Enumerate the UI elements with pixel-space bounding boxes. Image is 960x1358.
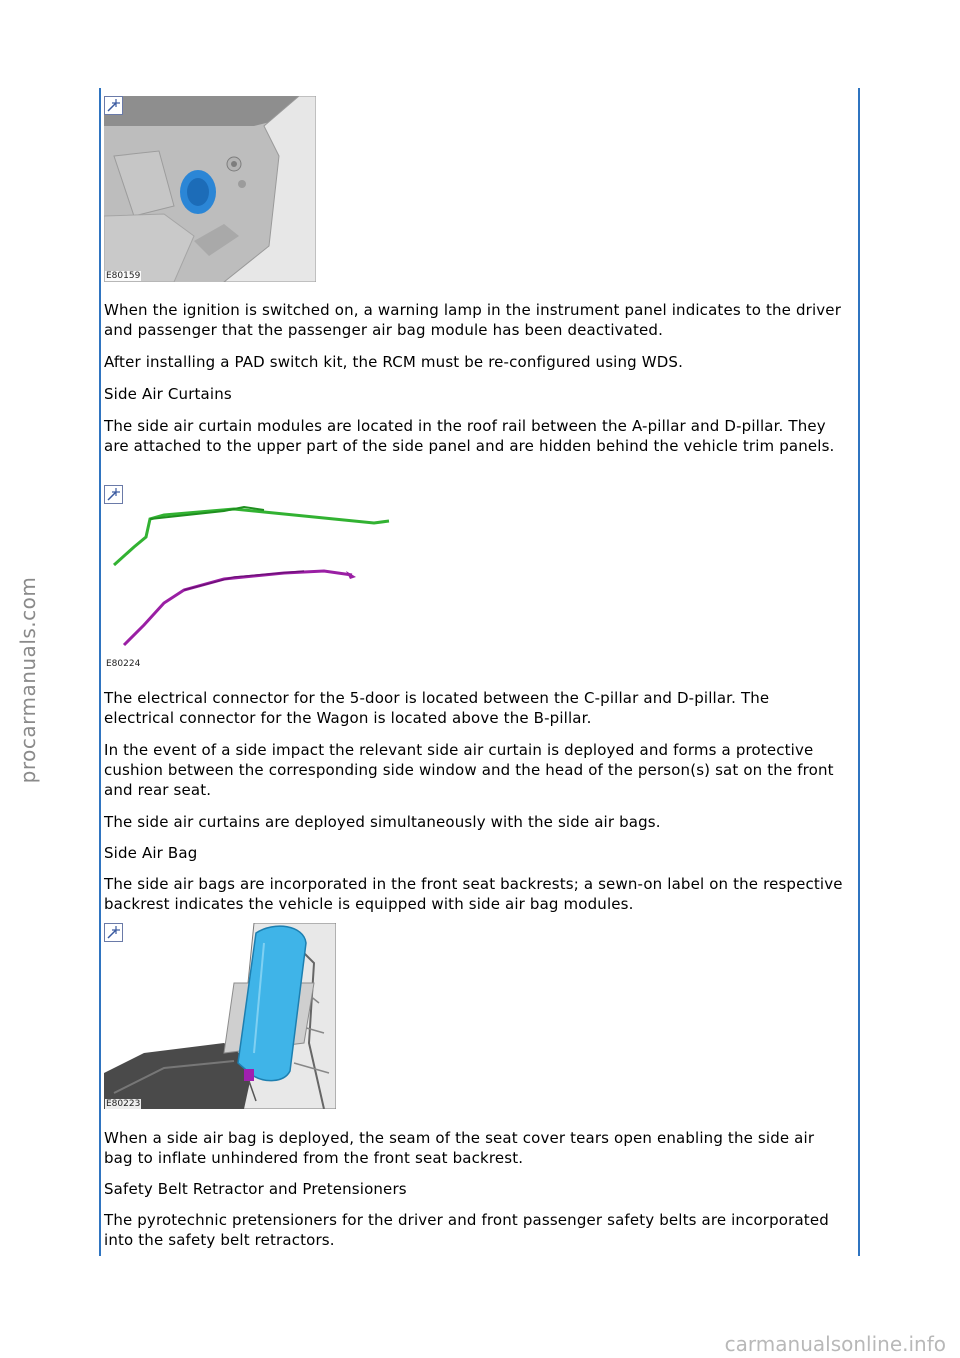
paragraph: The side air bags are incorporated in the front seat backrests; a sewn-on label on the respective backrest indicates the vehicle is equipped with side air bag modules.	[104, 875, 843, 913]
left-margin-rule	[99, 88, 101, 1256]
figure-pad-switch	[104, 96, 316, 282]
paragraph: The electrical connector for the 5-door is located between the C-pillar and D-pillar. The electrical connector for the Wagon is located above the B-pillar.	[104, 689, 770, 727]
figure-label: E80159	[106, 271, 141, 281]
section-heading: Side Air Curtains	[104, 385, 232, 403]
zoom-icon[interactable]	[104, 923, 123, 942]
paragraph: After installing a PAD switch kit, the RCM must be re-configured using WDS.	[104, 353, 683, 371]
figure-label: E80224	[106, 659, 141, 669]
paragraph: When a side air bag is deployed, the seam of the seat cover tears open enabling the side air bag to inflate unhindered from the front seat backrest.	[104, 1129, 815, 1167]
figure-side-air-bag	[104, 923, 336, 1109]
paragraph: When the ignition is switched on, a warning lamp in the instrument panel indicates to the driver and passenger that the passenger air bag module has been deactivated.	[104, 301, 842, 339]
side-watermark: procarmanuals.com	[16, 576, 40, 784]
bottom-watermark: carmanualsonline.info	[724, 1332, 946, 1356]
side-air-curtain-illustration	[104, 485, 404, 671]
paragraph: The side air curtain modules are located in the roof rail between the A-pillar and D-pillar. They are attached to the upper part of the side panel and are hidden behind the vehicle trim panels.	[104, 417, 835, 455]
pad-switch-illustration	[104, 96, 316, 282]
section-heading: Side Air Bag	[104, 844, 198, 862]
figure-side-air-curtains	[104, 485, 404, 671]
zoom-icon[interactable]	[104, 485, 123, 504]
paragraph: In the event of a side impact the relevant side air curtain is deployed and forms a protective cushion between the corresponding side window and the head of the person(s) sat on the front and rear seat.	[104, 741, 834, 799]
zoom-icon[interactable]	[104, 96, 123, 115]
figure-label: E80223	[106, 1099, 141, 1109]
paragraph: The side air curtains are deployed simultaneously with the side air bags.	[104, 813, 661, 831]
side-air-bag-illustration	[104, 923, 336, 1109]
right-margin-rule	[858, 88, 860, 1256]
section-heading: Safety Belt Retractor and Pretensioners	[104, 1180, 407, 1198]
paragraph: The pyrotechnic pretensioners for the driver and front passenger safety belts are incorporated into the safety belt retractors.	[104, 1211, 829, 1249]
